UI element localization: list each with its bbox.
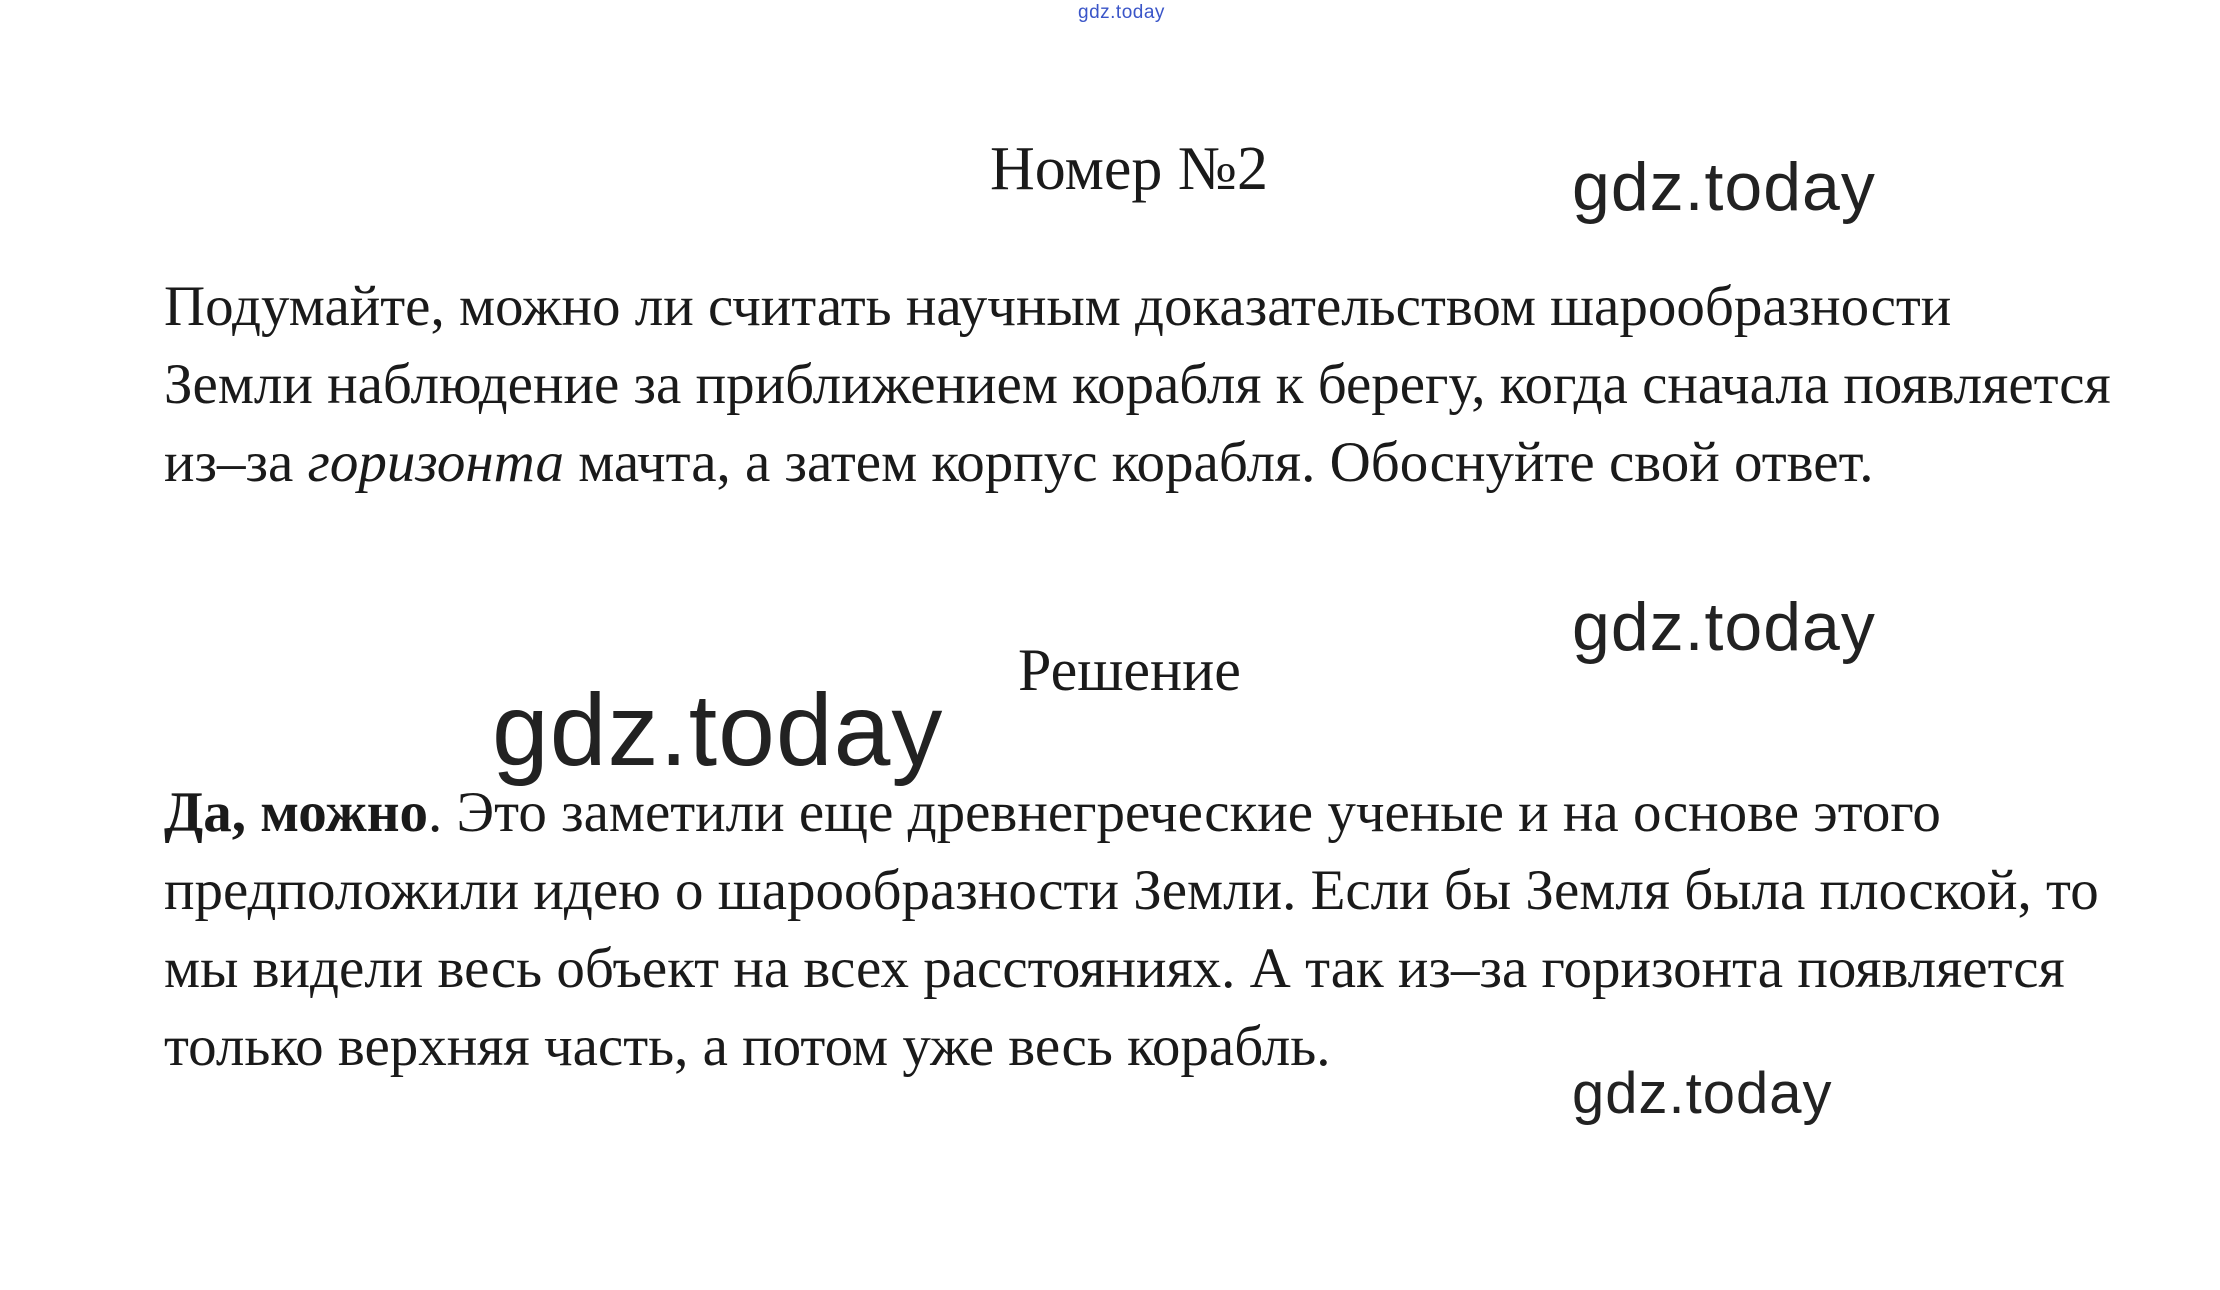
- watermark-right-bottom: gdz.today: [1572, 1061, 1833, 1126]
- answer-body: . Это заметили еще древнегреческие ученые и на основе этого предположили идею о шарообразности Земли. Если бы Земля была плоской, то мы видели весь объект на всех расстояниях. А так из–за горизонта появляется только верхняя часть, а потом уже весь корабль.: [164, 781, 2099, 1078]
- watermark-right-top: gdz.today: [1572, 149, 1876, 225]
- question-part-1: Подумайте, можно ли считать научным доказательством шарообразности Земли наблюдение за приближением корабля к берегу, когда сначала появляется из–за: [164, 275, 2111, 494]
- question-italic-term: горизонта: [307, 431, 564, 494]
- answer-bold-lead: Да, можно: [164, 781, 429, 844]
- solution-heading: Решение: [1018, 637, 1241, 703]
- page-title: Номер №2: [990, 135, 1269, 203]
- watermark-right-middle: gdz.today: [1572, 589, 1876, 665]
- question-part-2: мачта, а затем корпус корабля. Обоснуйте свой ответ.: [563, 431, 1874, 494]
- answer-text: [164, 774, 2114, 1086]
- question-text: [164, 268, 2114, 502]
- watermark-top-small: gdz.today: [1078, 2, 1165, 23]
- watermark-left-large: gdz.today: [492, 673, 944, 787]
